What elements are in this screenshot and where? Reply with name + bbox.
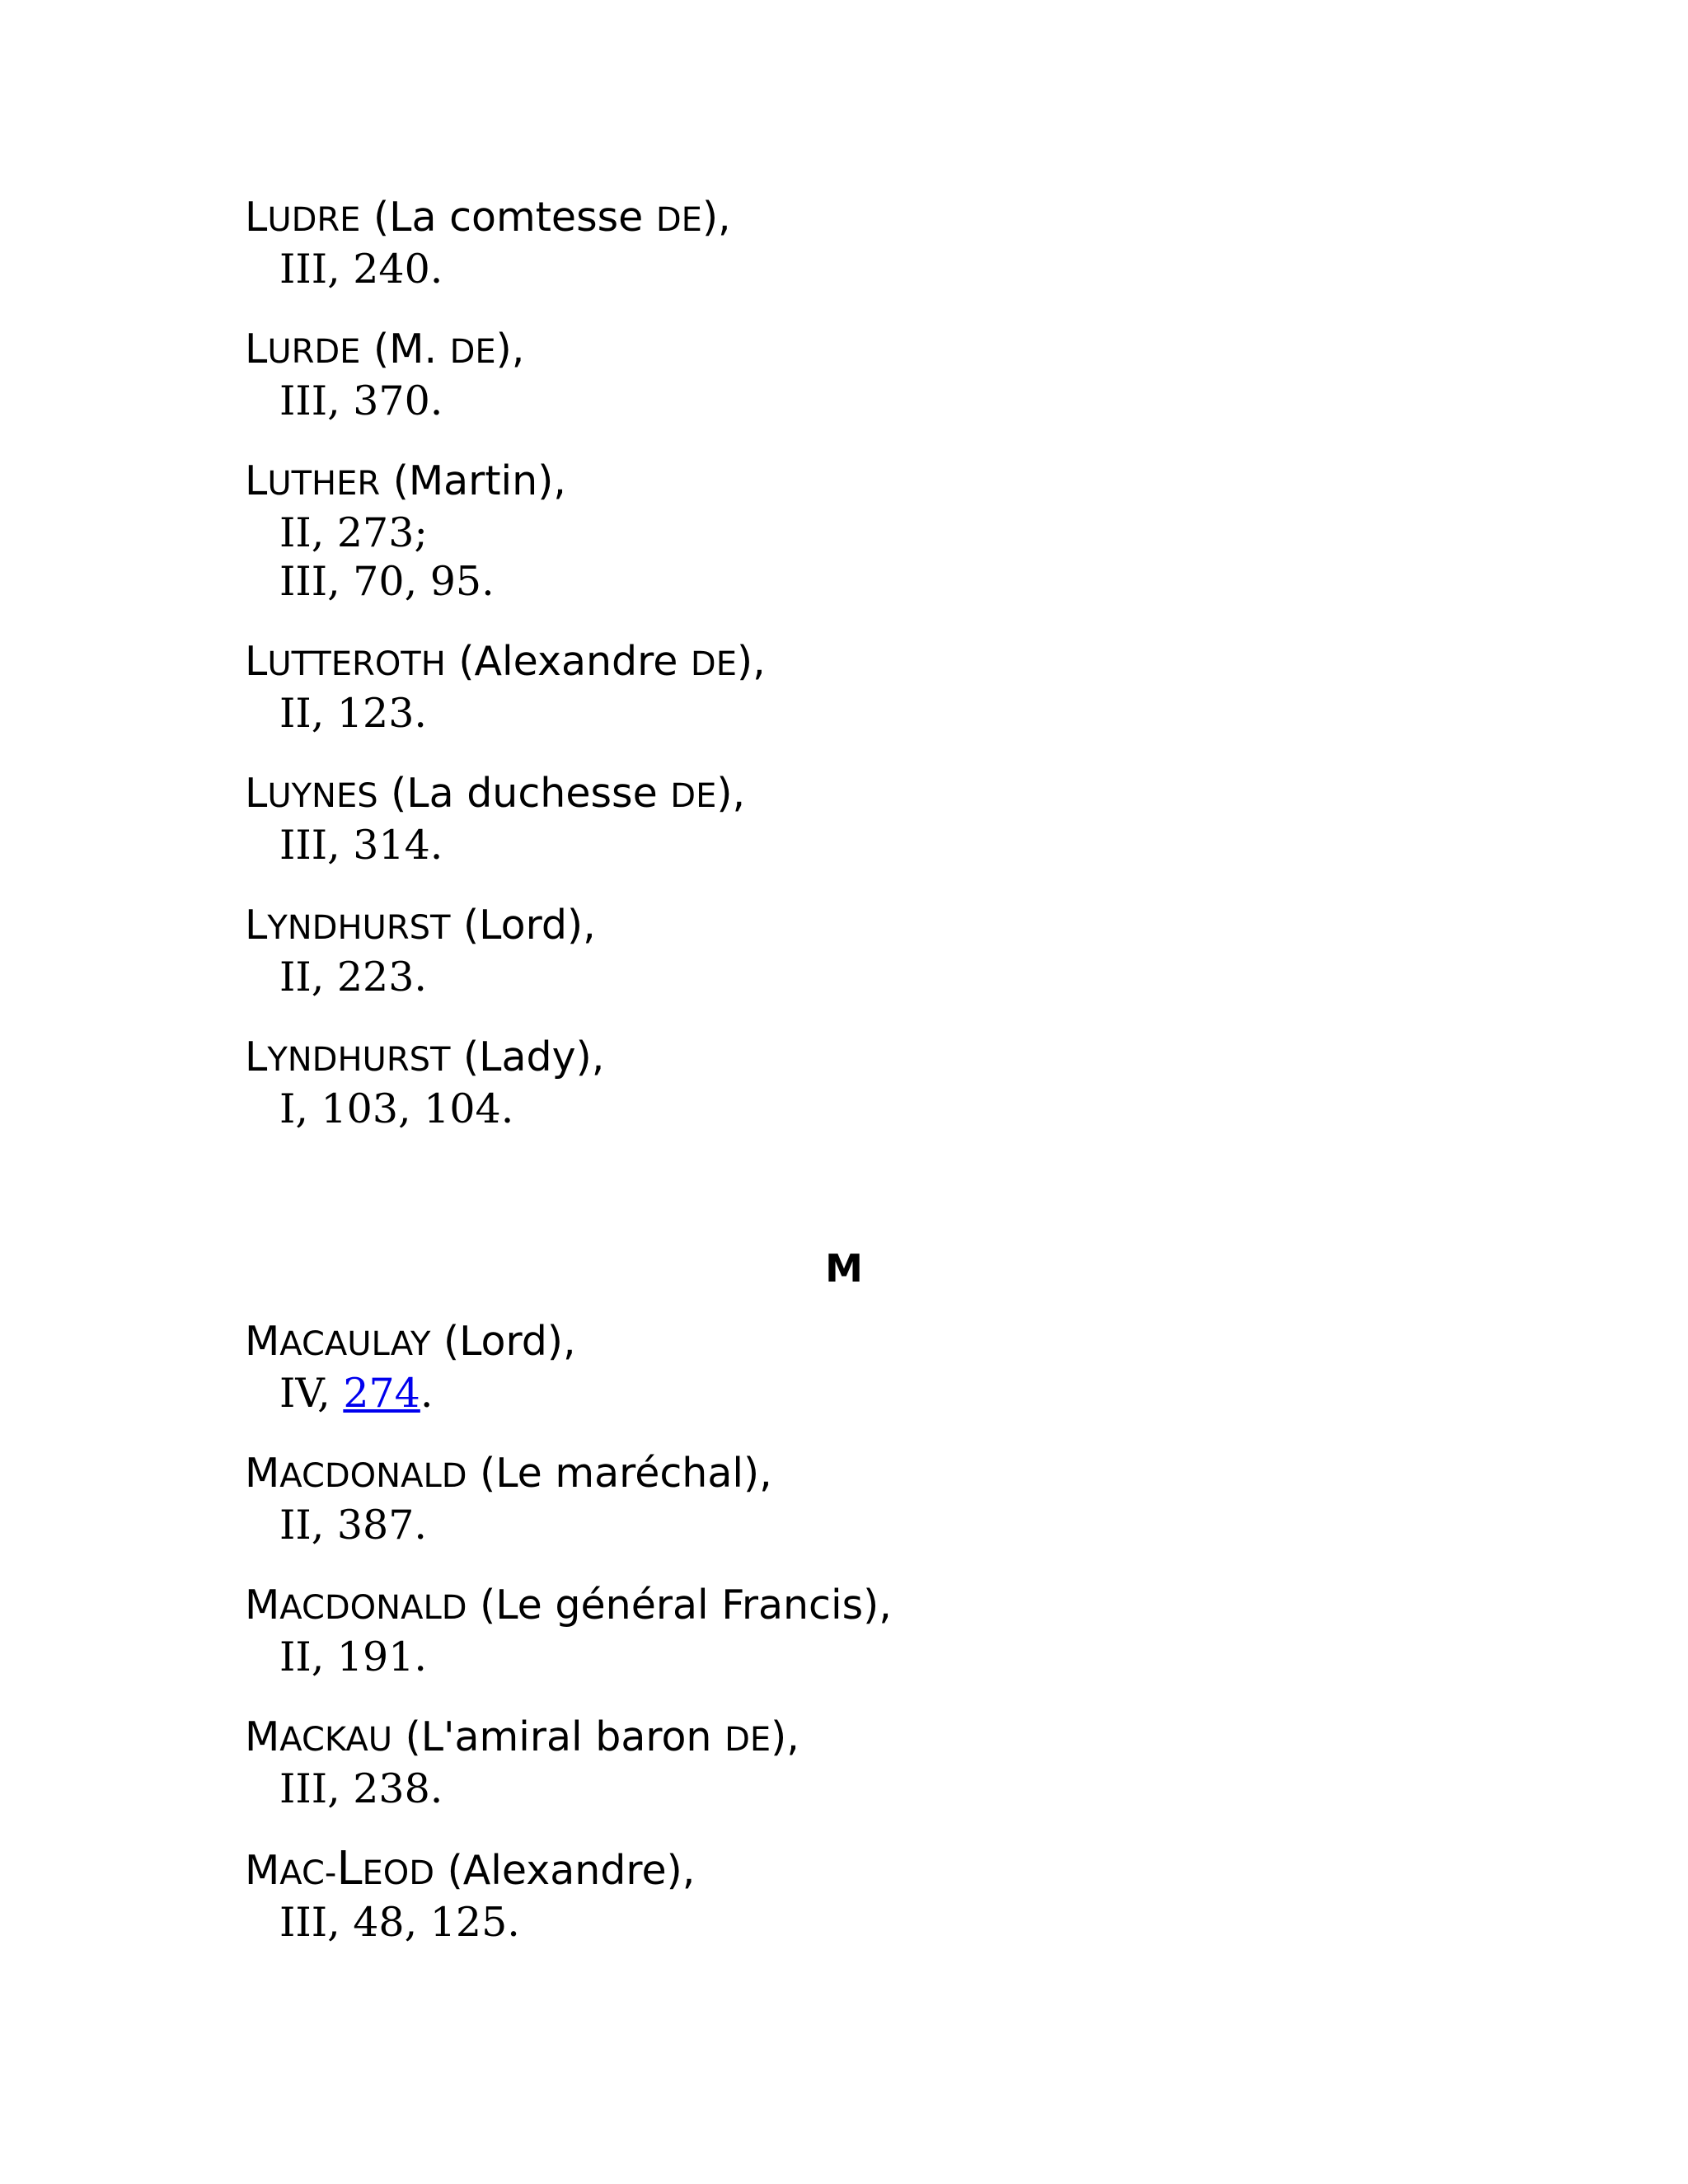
entry-reference: II, 273;: [279, 509, 428, 556]
entry-heading: LUTTEROTH (Alexandre DE),: [245, 638, 766, 685]
index-entry: [245, 1844, 1646, 1947]
page-link[interactable]: 274: [343, 1370, 420, 1417]
entry-reference: III, 314.: [279, 822, 443, 869]
section-l: [245, 193, 1646, 1165]
entry-reference: II, 387.: [279, 1502, 427, 1549]
section-m: [245, 1317, 1646, 1978]
index-entry: [245, 1033, 1646, 1133]
index-entry: [245, 1449, 1646, 1549]
entry-heading: MACDONALD (Le maréchal),: [245, 1450, 772, 1497]
index-entry: [245, 457, 1646, 606]
entry-heading: MACAULAY (Lord),: [245, 1318, 576, 1365]
entry-reference: I, 103, 104.: [279, 1085, 514, 1132]
entry-heading: LYNDHURST (Lord),: [245, 902, 596, 949]
index-entry: [245, 1317, 1646, 1418]
entry-reference: III, 48, 125.: [279, 1899, 520, 1946]
entry-reference: III, 240.: [279, 246, 443, 293]
entry-heading: LUYNES (La duchesse DE),: [245, 770, 746, 817]
entry-reference: III, 238.: [279, 1765, 443, 1812]
entry-reference: II, 191.: [279, 1633, 427, 1680]
entry-heading: LUDRE (La comtesse DE),: [245, 194, 731, 241]
entry-reference: IV, 274.: [279, 1370, 434, 1417]
index-entry: [245, 1713, 1646, 1813]
index-entry: [245, 1581, 1646, 1681]
index-entry: [245, 769, 1646, 869]
entry-heading: MAC-LEOD (Alexandre),: [245, 1842, 696, 1896]
entry-heading: MACDONALD (Le général Francis),: [245, 1582, 892, 1629]
entry-reference: II, 123.: [279, 690, 427, 737]
entry-reference: III, 370.: [279, 377, 443, 424]
section-letter-heading: M: [825, 1246, 863, 1291]
entry-heading: MACKAU (L'amiral baron DE),: [245, 1713, 799, 1760]
entry-heading: LURDE (M. DE),: [245, 326, 525, 373]
entry-heading: LYNDHURST (Lady),: [245, 1033, 605, 1080]
index-entry: [245, 901, 1646, 1001]
index-entry: [245, 325, 1646, 425]
entry-heading: LUTHER (Martin),: [245, 457, 566, 504]
entry-reference: III, 70, 95.: [279, 558, 495, 605]
entry-reference: II, 223.: [279, 954, 427, 1001]
index-entry: [245, 637, 1646, 738]
index-entry: [245, 193, 1646, 293]
